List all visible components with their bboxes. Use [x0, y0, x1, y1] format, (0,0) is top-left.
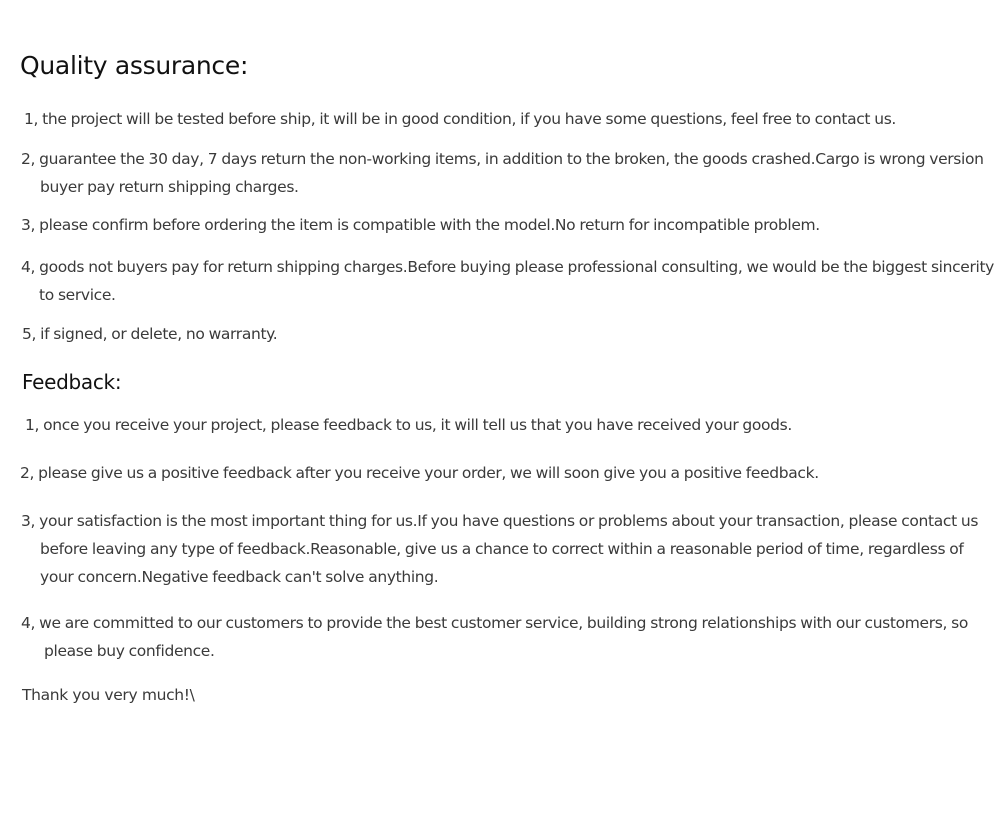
quality-item-3-line-1: 3, please confirm before ordering the item is compatible with the model.No return for incompatible problem.: [21, 216, 820, 234]
quality-item-5: [22, 320, 277, 348]
feedback-item-4-line-1: 4, we are committed to our customers to provide the best customer service, building strong relationships with our customers, so: [21, 614, 968, 632]
quality-item-4-line-1: 4, goods not buyers pay for return shipping charges.Before buying please professional consulting, we would be the biggest sincerity: [21, 258, 994, 276]
feedback-item-4: [21, 609, 968, 665]
feedback-item-4-line-2: please buy confidence.: [44, 642, 215, 660]
feedback-item-3-line-3: your concern.Negative feedback can't solve anything.: [40, 568, 439, 586]
feedback-item-3-line-1: 3, your satisfaction is the most important thing for us.If you have questions or problems about your transaction, please contact us: [21, 512, 979, 530]
feedback-item-2: [20, 459, 819, 487]
quality-item-2-line-1: 2, guarantee the 30 day, 7 days return the non-working items, in addition to the broken, the goods crashed.Cargo is wrong version: [21, 150, 984, 168]
quality-item-5-line-1: 5, if signed, or delete, no warranty.: [22, 325, 278, 343]
quality-item-1-line-1: 1, the project will be tested before ship, it will be in good condition, if you have some questions, feel free to contact us.: [24, 110, 897, 128]
quality-item-1: [24, 105, 896, 133]
quality-item-4: [21, 253, 994, 309]
closing-thank-you: Thank you very much!\: [22, 686, 195, 704]
feedback-heading: Feedback:: [22, 370, 122, 394]
feedback-item-2-line-1: 2, please give us a positive feedback after you receive your order, we will soon give you a positive feedback.: [20, 464, 819, 482]
quality-assurance-heading: Quality assurance:: [20, 51, 249, 80]
feedback-item-1: [25, 411, 792, 439]
feedback-item-3-line-2: before leaving any type of feedback.Reasonable, give us a chance to correct within a reasonable period of time, regardless of: [40, 540, 964, 558]
quality-item-4-line-2: to service.: [39, 286, 116, 304]
quality-item-3: [21, 211, 820, 239]
quality-item-2: [21, 145, 984, 201]
quality-item-2-line-2: buyer pay return shipping charges.: [40, 178, 299, 196]
feedback-item-3: [21, 507, 978, 591]
feedback-item-1-line-1: 1, once you receive your project, please feedback to us, it will tell us that you have received your goods.: [25, 416, 792, 434]
